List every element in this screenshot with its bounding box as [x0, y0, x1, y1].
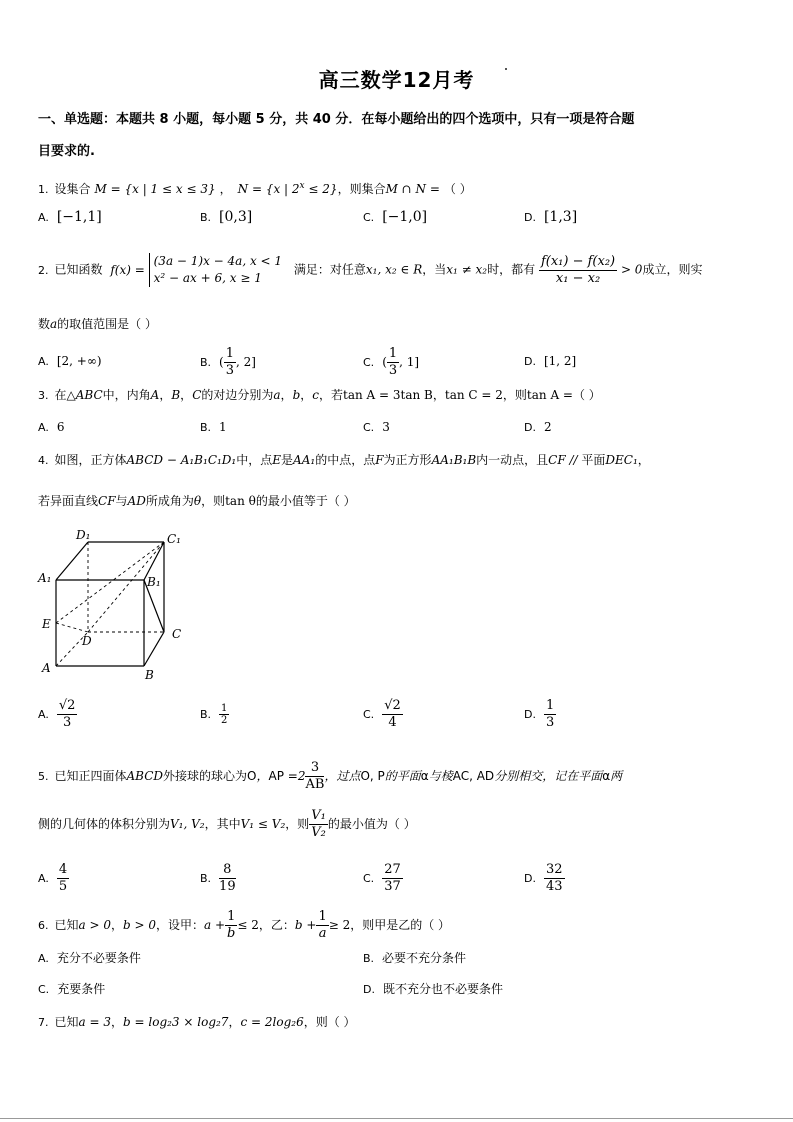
page-bottom-rule — [0, 1118, 793, 1119]
question-6-stem: 6. 已知a > 0，b > 0，设甲：a + $\frac{1}{b}$ ≤ 2，乙：b + $\frac{1}{a}$ ≥ 2，则甲是乙的（ ） — [38, 909, 451, 941]
q3-option-b[interactable]: B. 1 — [200, 420, 227, 434]
question-2-stem-cont: 数a的取值范围是（ ） — [38, 317, 157, 331]
question-5-stem-cont: 侧的几何体的体积分别为V₁, V₂，其中V₁ ≤ V₂，则 $\frac{\text{V₁}}{\text{V₂}}$ 的最小值为（ ） — [38, 808, 416, 840]
decorative-dot — [505, 68, 507, 70]
q4-option-d[interactable]: D. $\frac{1}{3}$ — [524, 698, 555, 730]
q2-option-c[interactable]: C. ( $\frac{1}{3}$ , 1] — [363, 346, 420, 378]
q6-option-d[interactable]: D. 既不充分也不必要条件 — [363, 982, 503, 996]
q5-option-d[interactable]: D. $\frac{32}{43}$ — [524, 862, 563, 894]
q5-option-a[interactable]: A. $\frac{4}{5}$ — [38, 862, 68, 894]
q4-option-b[interactable]: B. $\frac{1}{2}$ — [200, 703, 228, 726]
hidden-segment-ed — [56, 623, 88, 632]
label-c1: C₁ — [167, 532, 181, 546]
q2-option-a[interactable]: A. [2, +∞) — [38, 354, 102, 368]
section-heading-line2: 目要求的. — [38, 144, 95, 159]
label-b: B — [145, 668, 154, 682]
label-d: D — [82, 634, 92, 648]
question-7-stem: 7. 已知a = 3，b = log₂3 × log₂7，c = 2log₂6，则（ ） — [38, 1015, 356, 1029]
question-4-stem: 4. 如图，正方体ABCD − A₁B₁C₁D₁中，点E是AA₁的中点，点F为正方形AA₁B₁B内一动点，且CF // 平面DEC₁， — [38, 453, 650, 467]
section-heading-line1: 一、单选题：本题共 8 小题，每小题 5 分，共 40 分．在每小题给出的四个选项中，只有一项是符合题 — [38, 112, 635, 127]
q1-option-c[interactable]: C. [−1,0] — [363, 209, 428, 225]
label-d1: D₁ — [76, 528, 91, 542]
q3-option-d[interactable]: D. 2 — [524, 420, 552, 434]
q6-option-a[interactable]: A. 充分不必要条件 — [38, 951, 141, 965]
label-a1: A₁ — [38, 571, 52, 585]
q4-option-c[interactable]: C. $\frac{√2}{4}$ — [363, 698, 401, 730]
label-b1: B₁ — [147, 575, 161, 589]
label-a: A — [42, 661, 51, 675]
label-e: E — [42, 617, 51, 631]
q5-option-b[interactable]: B. $\frac{8}{19}$ — [200, 862, 236, 894]
question-number: 1. — [38, 183, 49, 196]
cube-figure — [36, 528, 196, 684]
question-2-stem: 2. 已知函数 f(x) = (3a − 1)x − 4a, x < 1 x² − ax + 6, x ≥ 1 满足：对任意x₁, x₂ ∈ R，当x₁ ≠ x₂时，都有 $\frac{\text{f(x₁) − f(x₂)}}{\text{x₁ − x₂}}$ > 0成立，则实 — [38, 253, 703, 286]
q2-option-d[interactable]: D. [1, 2] — [524, 354, 577, 368]
label-c: C — [172, 627, 182, 641]
q1-option-b[interactable]: B. [0,3] — [200, 209, 253, 225]
q1-option-a[interactable]: A. [−1,1] — [38, 209, 102, 225]
q1-option-d[interactable]: D. [1,3] — [524, 209, 578, 225]
q2-option-b[interactable]: B. ( $\frac{1}{3}$ , 2] — [200, 346, 256, 378]
q5-option-c[interactable]: C. $\frac{27}{37}$ — [363, 862, 401, 894]
question-1-stem: 1. 设集合 M = {x | 1 ≤ x ≤ 3} ， N = {x | $2^x \le 2$}，则集合M ∩ N = （ ） — [38, 181, 472, 196]
question-5-stem: 5. 已知正四面体ABCD外接球的球心为O，AP =2 $\frac{3}{AB}$ ，过点O, P的平面α与棱AC, AD分别相交，记在平面α两 — [38, 760, 623, 792]
q4-option-a[interactable]: A. $\frac{√2}{3}$ — [38, 698, 76, 730]
question-3-stem: 3. 在△ABC中，内角A，B，C的对边分别为a，b，c，若tan A = 3tan B，tan C = 2，则tan A =（ ） — [38, 388, 601, 402]
q3-option-c[interactable]: C. 3 — [363, 420, 390, 434]
page-title: 高三数学12月考 — [318, 68, 475, 92]
question-4-stem-cont: 若异面直线CF与AD所成角为θ，则tan θ的最小值等于（ ） — [38, 494, 356, 508]
edge-a1d1 — [56, 542, 88, 580]
q6-option-b[interactable]: B. 必要不充分条件 — [363, 951, 467, 965]
q3-option-a[interactable]: A. 6 — [38, 420, 65, 434]
edge-bc — [144, 632, 164, 666]
q6-option-c[interactable]: C. 充要条件 — [38, 982, 106, 996]
